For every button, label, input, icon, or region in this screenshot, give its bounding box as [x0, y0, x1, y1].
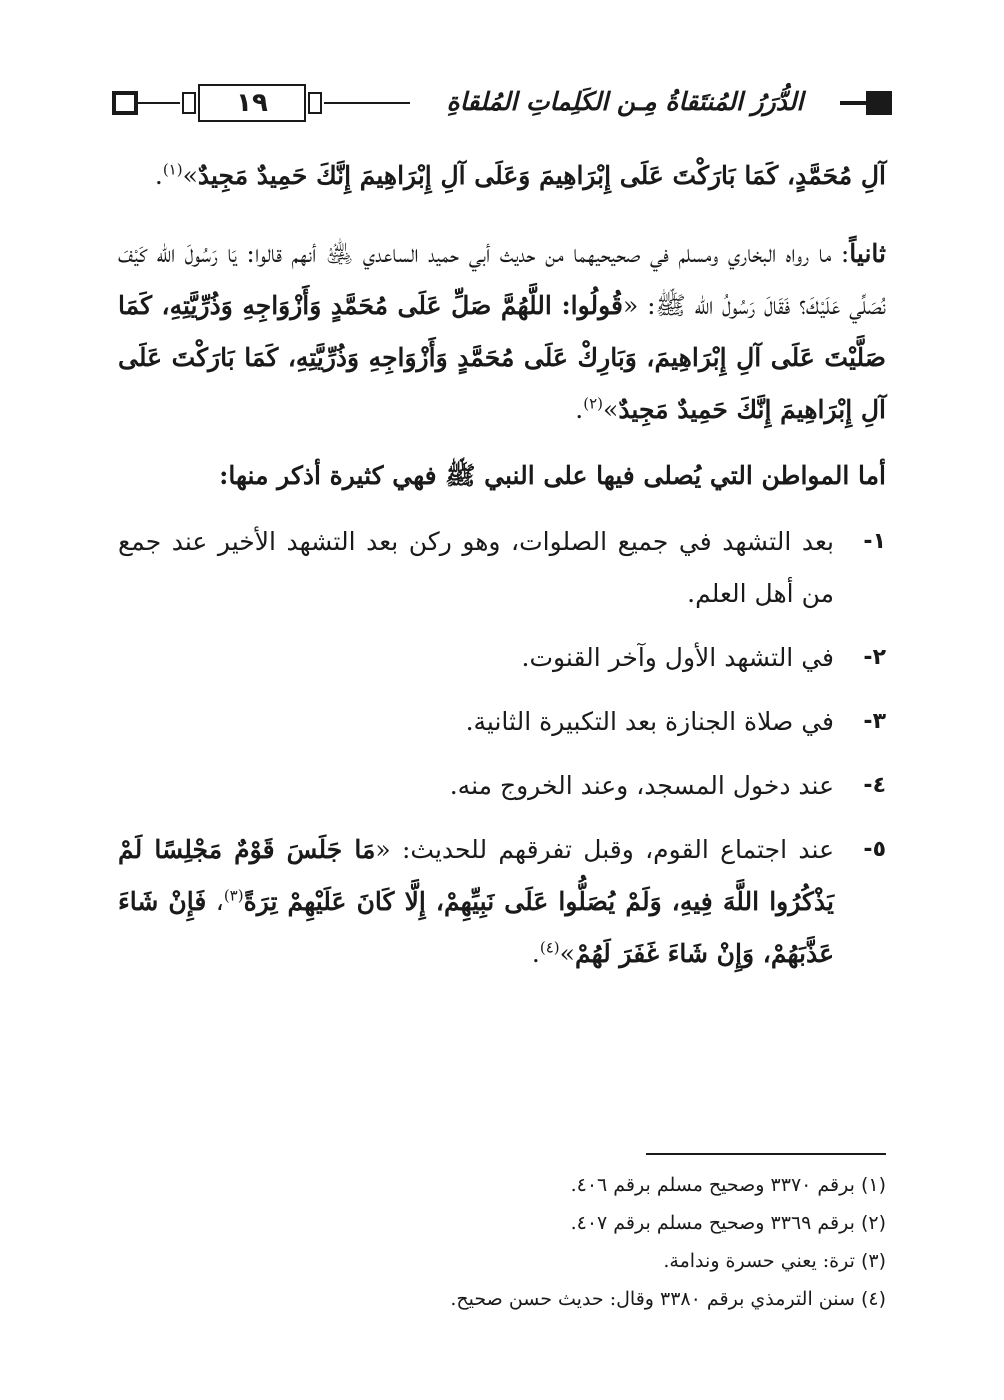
paragraph-2-hadith: قُولُوا: اللَّهُمَّ صَلِّ عَلَى مُحَمَّدٍ وَأَزْوَاجِهِ وَذُرِّيَّتِهِ، كَمَا صَلَّيْتَ عَلَى آلِ إِبْرَاهِيمَ، وَبَارِكْ عَلَى مُحَمَّدٍ وَأَزْوَاجِهِ وَذُرِّيَّتِهِ، كَمَا بَارَكْتَ عَلَى آلِ إِبْرَاهِيمَ إِنَّكَ حَمِيدٌ مَجِيدٌ: [118, 291, 886, 424]
header-rule-left: [138, 102, 180, 104]
footnote-ref-2: (٢): [583, 394, 604, 413]
paragraph-2-lead: ثانياً: [849, 239, 886, 268]
page-number: ١٩: [236, 88, 268, 118]
footnote: [118, 1242, 886, 1280]
footnote-text: برقم ٣٣٧٠ وصحيح مسلم برقم ٤٠٦.: [570, 1174, 861, 1196]
footnote: [118, 1204, 886, 1242]
list-item-5-comma: ،: [206, 887, 224, 916]
paragraph-1: [118, 150, 886, 202]
footnote-ref-4: (٤): [539, 938, 560, 957]
list-item-number: ٥-: [863, 837, 886, 862]
footnote-number: (٣): [860, 1250, 886, 1272]
paragraph-2-close-quote: »: [603, 395, 619, 424]
list-item-text: في التشهد الأول وآخر القنوت.: [521, 643, 834, 672]
paragraph-2-end: .: [575, 395, 584, 424]
list-item: [118, 516, 886, 620]
list-item: [118, 632, 886, 684]
footnote-ref-3: (٣): [223, 886, 244, 905]
list-item-number: ٤-: [863, 773, 886, 798]
footnote-number: (٢): [860, 1212, 886, 1234]
paragraph-1-close-quote: »: [182, 161, 198, 190]
list-item-number: ٢-: [863, 645, 886, 670]
list-item: [118, 760, 886, 812]
list-item-number: ١-: [863, 529, 886, 554]
list-item-number: ٣-: [863, 709, 886, 734]
section-heading: أما المواطن التي يُصلى فيها على النبي ﷺ فهي كثيرة أذكر منها:: [219, 461, 886, 490]
list-item: [118, 696, 886, 748]
list-item-5-intro: عند اجتماع القوم، وقبل تفرقهم للحديث: «: [375, 835, 834, 864]
page-header: [112, 78, 892, 128]
list-item-text: في صلاة الجنازة بعد التكبيرة الثانية.: [465, 707, 834, 736]
paragraph-1-bold-text: آلِ مُحَمَّدٍ، كَمَا بَارَكْتَ عَلَى إِبْرَاهِيمَ وَعَلَى آلِ إِبْرَاهِيمَ إِنَّكَ حَمِيدٌ مَجِيدٌ: [197, 161, 886, 190]
header-ornament-left: [112, 91, 138, 115]
header-rule-right: [836, 101, 866, 105]
footnote: [118, 1280, 886, 1318]
list-item: [118, 824, 886, 980]
list-item-text: [118, 824, 834, 980]
list-item-text: بعد التشهد في جميع الصلوات، وهو ركن بعد التشهد الأخير عند جمع من أهل العلم.: [118, 527, 834, 608]
footnote-ref-1: (١): [162, 160, 183, 179]
page-body: [118, 150, 886, 992]
list-item-text: عند دخول المسجد، وعند الخروج منه.: [449, 771, 834, 800]
list-item-5-hadith-part-1: مَا جَلَسَ قَوْمٌ مَجْلِسًا لَمْ يَذْكُرُوا اللَّهَ فِيهِ، وَلَمْ يُصَلُّوا عَلَى نَبِيِّهِمْ، إِلَّا كَانَ عَلَيْهِمْ تِرَةً: [118, 835, 835, 916]
list-item-5-hadith-part-2: فَإِنْ شَاءَ عَذَّبَهُمْ، وَإِنْ شَاءَ غَفَرَ لَهُمْ: [118, 887, 834, 968]
footnotes: [118, 1166, 886, 1318]
footnote-separator: [646, 1153, 886, 1155]
footnote-number: (١): [860, 1174, 886, 1196]
list-item-5-close-quote: »: [559, 939, 575, 968]
paragraph-1-end: .: [154, 161, 163, 190]
book-title: الدُّرَرُ المُنتَقاةُ مِـن الكَلِماتِ المُلقاةِ: [410, 80, 840, 124]
footnote-text: سنن الترمذي برقم ٣٣٨٠ وقال: حديث حسن صحيح.: [450, 1288, 861, 1310]
footnote-number: (٤): [860, 1288, 886, 1310]
header-ornament-right: [866, 91, 892, 115]
footnote-text: ترة: يعني حسرة وندامة.: [663, 1250, 861, 1272]
paragraph-2: [118, 228, 886, 436]
paragraph-2-text: : ما رواه البخاري ومسلم في صحيحيهما من حديث أبي حميد الساعدي ﵁ أنهم قالوا: يَا رَسُولَ الله كَيْفَ نُصَلِّي عَلَيْكَ؟ فَقَالَ رَسُولُ الله ﷺ: «: [118, 239, 886, 320]
footnote: [118, 1166, 886, 1204]
list-item-5-end: .: [531, 939, 540, 968]
footnote-text: برقم ٣٣٦٩ وصحيح مسلم برقم ٤٠٧.: [570, 1212, 861, 1234]
